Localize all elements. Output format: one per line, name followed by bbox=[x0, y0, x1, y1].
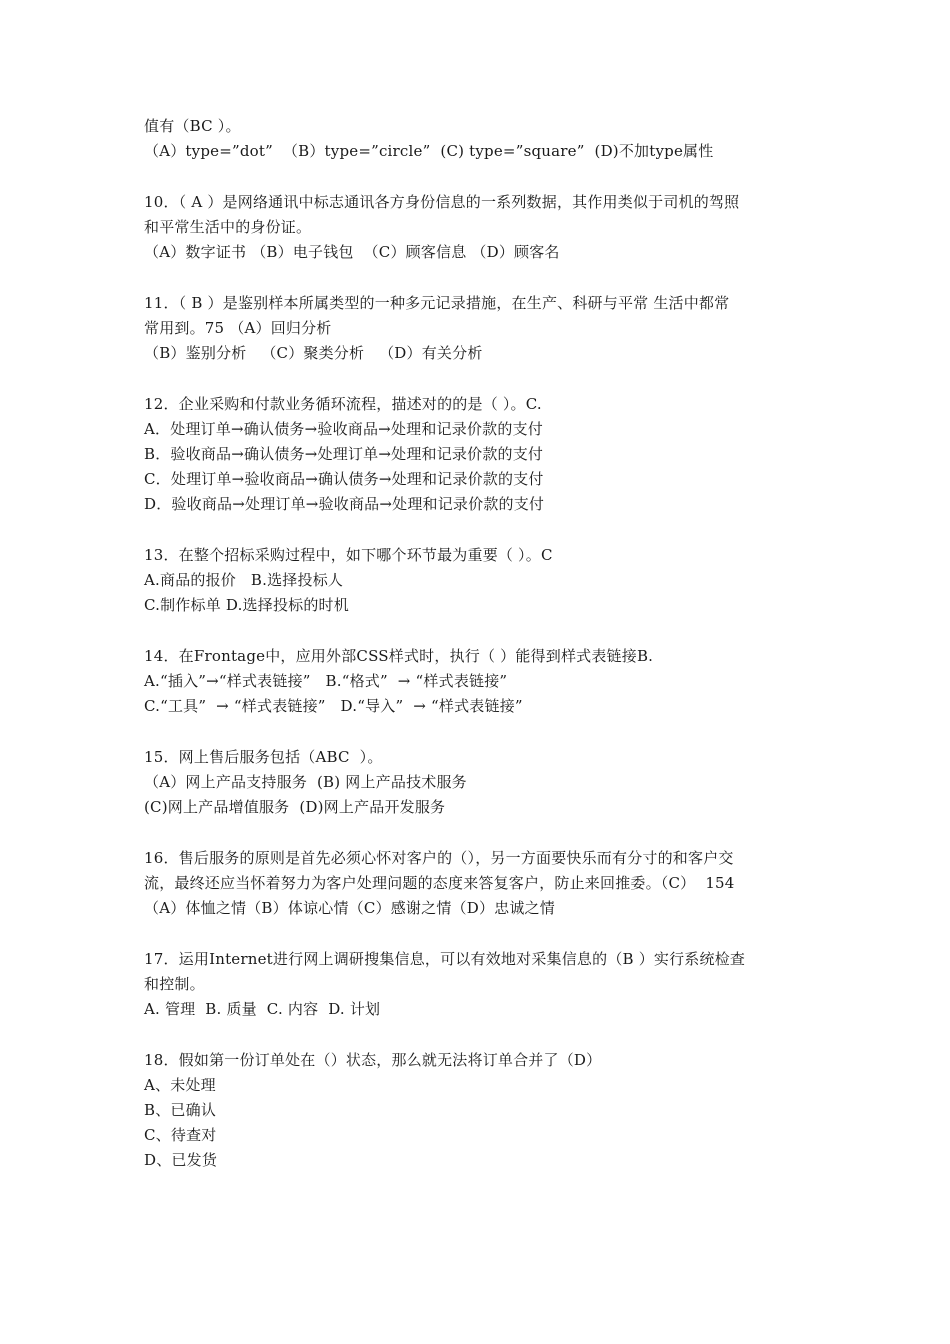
question-14 bbox=[144, 644, 814, 719]
question-12 bbox=[144, 392, 814, 517]
question-text: 常用到。75 （A）回归分析 bbox=[144, 319, 332, 337]
document-page bbox=[144, 114, 814, 1199]
question-text: 13．在整个招标采购过程中，如下哪个环节最为重要（ ）。C bbox=[144, 546, 553, 564]
question-text: 16．售后服务的原则是首先必须心怀对客户的（），另一方面要快乐而有分寸的和客户交 bbox=[144, 849, 734, 867]
question-11 bbox=[144, 291, 814, 366]
question-options: （A）体恤之情（B）体谅心情（C）感谢之情（D）忠诚之情 bbox=[144, 899, 555, 917]
question-line: 值有（BC ）。 bbox=[144, 117, 241, 135]
question-options: （A）type=”dot” （B）type=”circle” (C) type=”square” (D)不加type属性 bbox=[144, 142, 714, 160]
question-option-c: C、待查对 bbox=[144, 1126, 217, 1144]
question-options: C.制作标单 D.选择投标的时机 bbox=[144, 596, 349, 614]
question-text: 流，最终还应当怀着努力为客户处理问题的态度来答复客户，防止来回推委。（C） 154 bbox=[144, 874, 735, 892]
question-option-a: A、未处理 bbox=[144, 1076, 216, 1094]
question-options: (C)网上产品增值服务 (D)网上产品开发服务 bbox=[144, 798, 446, 816]
question-options: A. 管理 B. 质量 C. 内容 D. 计划 bbox=[144, 1000, 381, 1018]
question-text: 和平常生活中的身份证。 bbox=[144, 218, 312, 236]
question-16 bbox=[144, 846, 814, 921]
question-text: 和控制。 bbox=[144, 975, 205, 993]
question-15 bbox=[144, 745, 814, 820]
question-text: 14．在Frontage中，应用外部CSS样式时，执行（ ）能得到样式表链接B. bbox=[144, 647, 654, 665]
question-text: 18．假如第一份订单处在（）状态，那么就无法将订单合并了（D） bbox=[144, 1051, 602, 1069]
question-option-d: D、已发货 bbox=[144, 1151, 218, 1169]
question-options: （A）网上产品支持服务 (B) 网上产品技术服务 bbox=[144, 773, 467, 791]
question-options: C.“工具” → “样式表链接” D.“导入” → “样式表链接” bbox=[144, 697, 523, 715]
question-option-b: B、已确认 bbox=[144, 1101, 217, 1119]
question-options: （B）鉴别分析 （C）聚类分析 （D）有关分析 bbox=[144, 344, 483, 362]
question-option-c: C．处理订单→验收商品→确认债务→处理和记录价款的支付 bbox=[144, 470, 544, 488]
question-option-d: D．验收商品→处理订单→验收商品→处理和记录价款的支付 bbox=[144, 495, 545, 513]
question-9-continued bbox=[144, 114, 814, 164]
question-10 bbox=[144, 190, 814, 265]
question-text: 17．运用Internet进行网上调研搜集信息，可以有效地对采集信息的（B ）实行系统检查 bbox=[144, 950, 746, 968]
question-text: 10．（ A ）是网络通讯中标志通讯各方身份信息的一系列数据，其作用类似于司机的驾照 bbox=[144, 193, 740, 211]
question-option-a: A．处理订单→确认债务→验收商品→处理和记录价款的支付 bbox=[144, 420, 543, 438]
question-18 bbox=[144, 1048, 814, 1173]
question-text: 15．网上售后服务包括（ABC ）。 bbox=[144, 748, 383, 766]
question-option-b: B．验收商品→确认债务→处理订单→处理和记录价款的支付 bbox=[144, 445, 544, 463]
question-text: 12．企业采购和付款业务循环流程，描述对的的是（ ）。C. bbox=[144, 395, 542, 413]
question-options: A.“插入”→“样式表链接” B.“格式” → “样式表链接” bbox=[144, 672, 508, 690]
question-text: 11．（ B ）是鉴别样本所属类型的一种多元记录措施，在生产、科研与平常 生活中都常 bbox=[144, 294, 730, 312]
question-13 bbox=[144, 543, 814, 618]
question-options: （A）数字证书 （B）电子钱包 （C）顾客信息 （D）顾客名 bbox=[144, 243, 560, 261]
question-17 bbox=[144, 947, 814, 1022]
question-options: A.商品的报价 B.选择投标人 bbox=[144, 571, 344, 589]
